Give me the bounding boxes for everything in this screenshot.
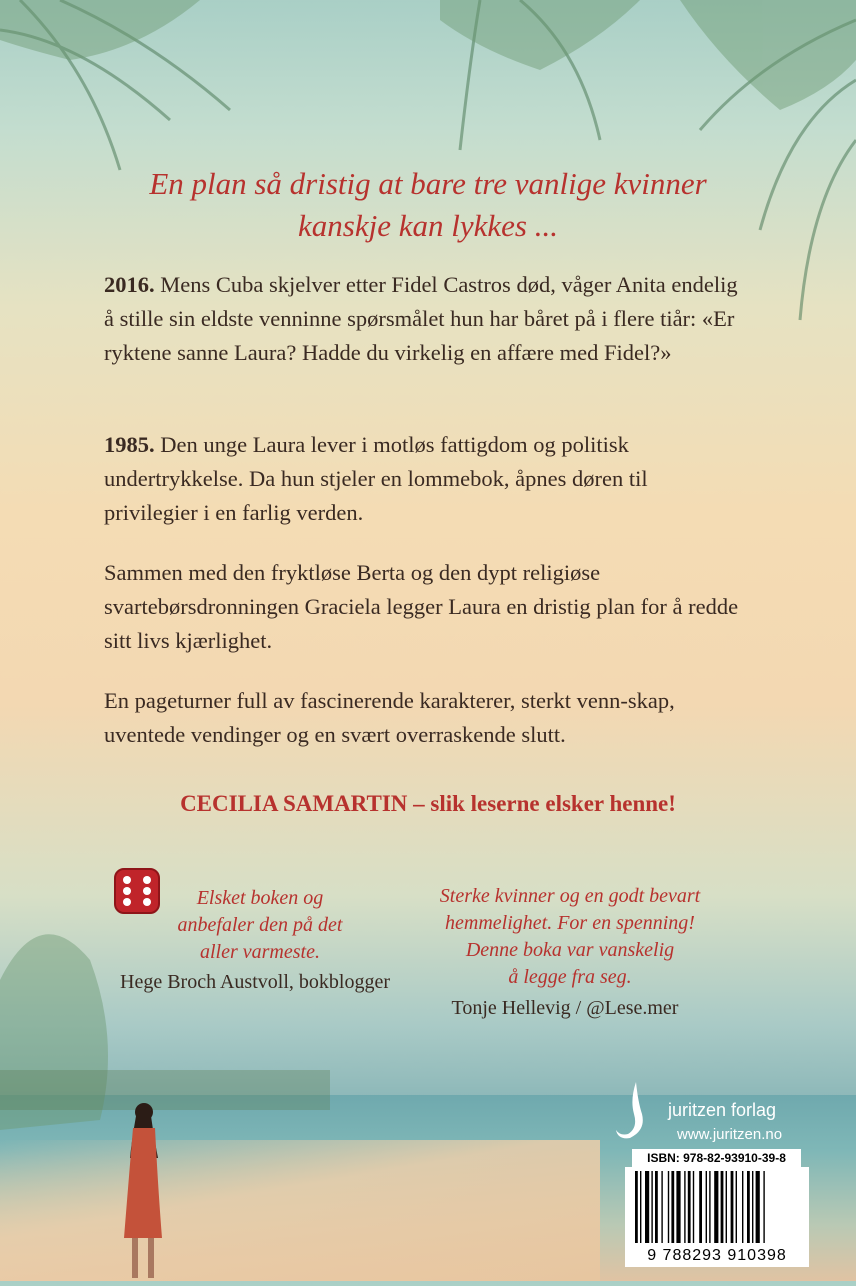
barcode-bar [640,1171,641,1243]
barcode-bar [699,1171,702,1243]
barcode-bar [651,1171,652,1243]
tagline [0,163,856,247]
quote-line: Denne boka var vanskelig [465,939,675,961]
review-quote-2 [420,883,720,991]
quote-line: Elsket boken og [196,887,324,909]
barcode-bar [661,1171,662,1243]
publisher-logo-icon [612,1080,652,1142]
barcode-bar [756,1171,760,1243]
quote-line: hemmelighet. For en spenning! [445,912,695,934]
paragraph-1985 [104,428,744,530]
barcode-bar [676,1171,680,1243]
quote-line: å legge fra seg. [508,966,632,988]
barcode-bar [721,1171,724,1243]
beach-sand [0,1140,600,1281]
barcode-bar [655,1171,658,1243]
publisher-name: juritzen forlag [668,1100,777,1120]
barcode-bar [684,1171,685,1243]
barcode-bar [726,1171,727,1243]
paragraph-text: Den unge Laura lever i motløs fattigdom og politisk undertrykkelse. Da hun stjeler en lommebok, åpnes døren til privilegier i en farlig verden. [104,432,648,525]
paragraph-2016 [104,268,744,370]
review-quote-1 [150,885,370,966]
woman-walking-figure [118,1098,168,1281]
barcode-bar [763,1171,764,1243]
paragraph-plan [104,556,744,658]
barcode-bar [635,1171,638,1243]
paragraph-text: Mens Cuba skjelver etter Fidel Castros død, våger Anita endelig å stille sin eldste venninne spørsmålet hun har båret på i flere tiår: «Er ryktene sanne Laura? Hadde du virkelig en affære med Fidel?» [104,272,738,365]
isbn-label: ISBN: 978-82-93910-39-8 [632,1149,801,1167]
barcode-bar [668,1171,669,1243]
barcode-number: 9 788293 910398 [647,1247,787,1264]
barcode-bar [671,1171,674,1243]
author-slogan: CECILIA SAMARTIN – slik leserne elsker henne! [180,791,676,816]
barcode-bars [633,1171,801,1245]
barcode-bar [747,1171,750,1243]
paragraph-text: Sammen med den fryktløse Berta og den dypt religiøse svartebørsdronningen Graciela legger Laura en dristig plan for å redde sitt livs kjærlighet. [104,560,739,653]
paragraph-pageturner [104,684,744,752]
barcode-bar [688,1171,691,1243]
quote-line: Sterke kvinner og en godt bevart [439,885,701,907]
tagline-line-2: kanskje kan lykkes ... [298,208,558,243]
barcode-bar [736,1171,737,1243]
barcode-bar [709,1171,710,1243]
barcode-bar [706,1171,707,1243]
barcode [625,1167,809,1267]
review-attribution-1: Hege Broch Austvoll, bokblogger [120,971,390,993]
barcode-bar [742,1171,743,1243]
barcode-bar [645,1171,649,1243]
barcode-bar [714,1171,718,1243]
review-attribution-2: Tonje Hellevig / @Lese.mer [451,997,679,1019]
quote-line: aller varmeste. [200,941,320,963]
paragraph-lead: 2016. [104,272,155,297]
quote-line: anbefaler den på det [177,914,343,936]
paragraph-lead: 1985. [104,432,155,457]
barcode-bar [752,1171,753,1243]
barcode-bar [693,1171,694,1243]
barcode-bar [731,1171,734,1243]
paragraph-text: En pageturner full av fascinerende karakterer, sterkt venn-skap, uventede vendinger og en svært overraskende slutt. [104,688,675,747]
tagline-line-1: En plan så dristig at bare tre vanlige kvinner [149,166,707,201]
publisher-website: www.juritzen.no [677,1126,783,1143]
